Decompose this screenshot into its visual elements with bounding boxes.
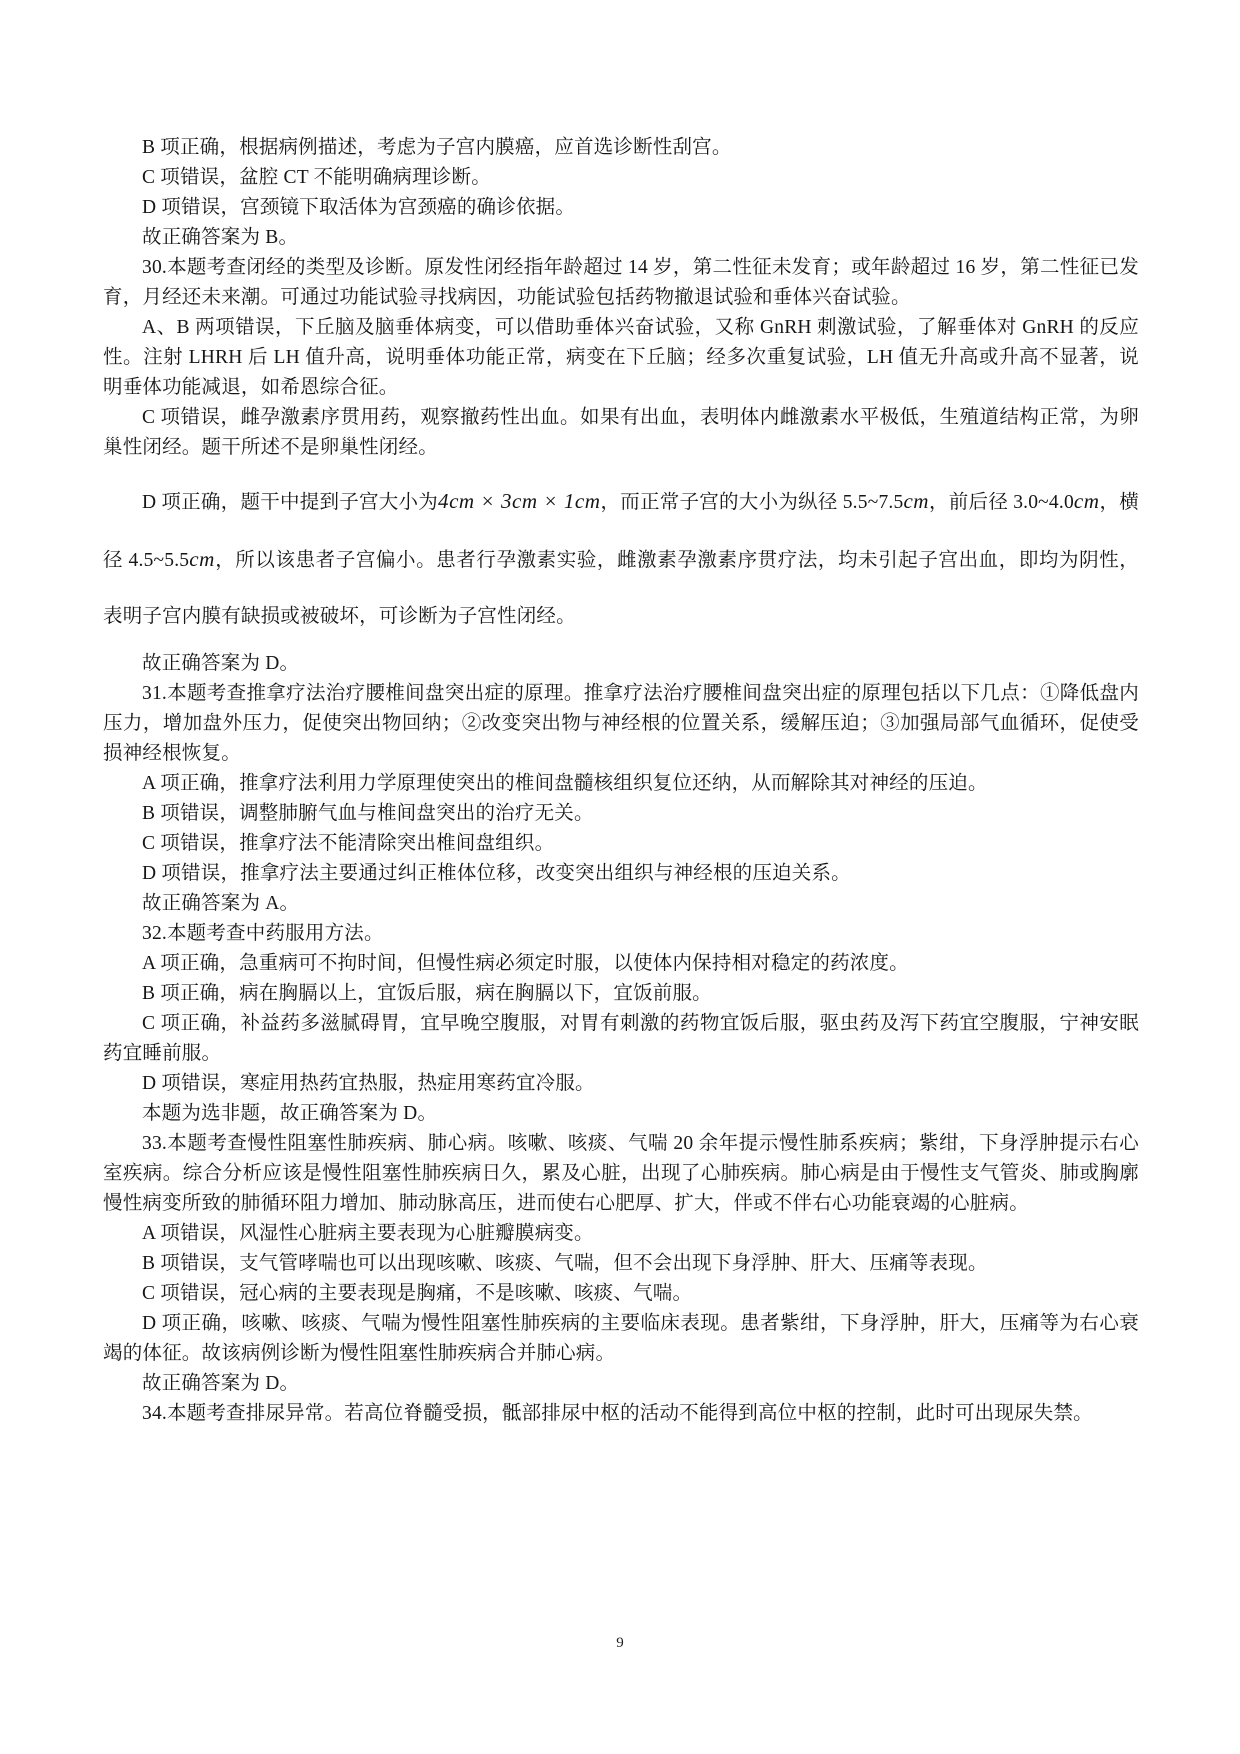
paragraph — [103, 1099, 1139, 1129]
text-run: B 项错误，支气管哮喘也可以出现咳嗽、咳痰、气喘，但不会出现下身浮肿、肝大、压痛等表现。 — [142, 1253, 988, 1274]
math-expression: cm — [1073, 489, 1100, 513]
text-run: 31.本题考查推拿疗法治疗腰椎间盘突出症的原理。推拿疗法治疗腰椎间盘突出症的原理包括以下几点：①降低盘内压力，增加盘外压力，促使突出物回纳；②改变突出物与神经根的位置关系，缓解压迫；③加强局部气血循环，促使受损神经根恢复。 — [103, 683, 1139, 764]
paragraph — [103, 859, 1139, 889]
paragraph — [103, 799, 1139, 829]
document-body — [103, 133, 1139, 1429]
text-run: 本题为选非题，故正确答案为 D。 — [142, 1103, 438, 1124]
paragraph — [103, 1009, 1139, 1069]
text-run: D 项错误，推拿疗法主要通过纠正椎体位移，改变突出组织与神经根的压迫关系。 — [142, 863, 851, 884]
paragraph — [103, 679, 1139, 769]
text-run: D 项错误，宫颈镜下取活体为宫颈癌的确诊依据。 — [142, 197, 576, 218]
text-run: D 项正确，咳嗽、咳痰、气喘为慢性阻塞性肺疾病的主要临床表现。患者紫绀，下身浮肿，肝大，压痛等为右心衰竭的体征。故该病例诊断为慢性阻塞性肺疾病合并肺心病。 — [103, 1313, 1139, 1364]
paragraph — [103, 769, 1139, 799]
paragraph — [103, 949, 1139, 979]
paragraph — [103, 1399, 1139, 1429]
text-run: 33.本题考查慢性阻塞性肺疾病、肺心病。咳嗽、咳痰、气喘 20 余年提示慢性肺系疾病；紫绀，下身浮肿提示右心室疾病。综合分析应该是慢性阻塞性肺疾病日久，累及心脏，出现了心肺疾病。肺心病是由于慢性支气管炎、肺或胸廓慢性病变所致的肺循环阻力增加、肺动脉高压，进而使右心肥厚、扩大，伴或不伴右心功能衰竭的心脏病。 — [103, 1133, 1139, 1214]
paragraph — [103, 1129, 1139, 1219]
text-run: ，所以该患者子宫偏小。患者行孕激素实验，雌激素孕激素序贯疗法，均未引起子宫出血，即均为阴性，表明子宫内膜有缺损或被破坏，可诊断为子宫性闭经。 — [103, 550, 1139, 627]
text-run: C 项错误，推拿疗法不能清除突出椎间盘组织。 — [142, 833, 555, 854]
paragraph — [103, 193, 1139, 223]
paragraph — [103, 919, 1139, 949]
text-run: 故正确答案为 D。 — [142, 1373, 300, 1394]
paragraph — [103, 133, 1139, 163]
text-run: B 项正确，病在胸膈以上，宜饭后服，病在胸膈以下，宜饭前服。 — [142, 983, 712, 1004]
math-expression: cm — [189, 547, 215, 571]
paragraph — [103, 1309, 1139, 1369]
paragraph — [103, 1069, 1139, 1099]
text-run: B 项正确，根据病例描述，考虑为子宫内膜癌，应首选诊断性刮宫。 — [142, 137, 732, 158]
paragraph — [103, 313, 1139, 403]
paragraph — [103, 829, 1139, 859]
text-run: A 项正确，推拿疗法利用力学原理使突出的椎间盘髓核组织复位还纳，从而解除其对神经的压迫。 — [142, 773, 988, 794]
paragraph — [103, 473, 1139, 645]
text-run: ，前后径 3.0~4.0 — [928, 492, 1074, 513]
page-footer — [0, 1635, 1240, 1652]
math-expression: cm — [903, 489, 929, 513]
text-run: 34.本题考查排尿异常。若高位脊髓受损，骶部排尿中枢的活动不能得到高位中枢的控制，此时可出现尿失禁。 — [142, 1403, 1093, 1424]
text-run: C 项正确，补益药多滋腻碍胃，宜早晚空腹服，对胃有刺激的药物宜饭后服，驱虫药及泻下药宜空腹服，宁神安眠药宜睡前服。 — [103, 1013, 1139, 1064]
text-run: ，横径 4.5~5.5 — [103, 492, 1139, 571]
text-run: 故正确答案为 B。 — [142, 227, 299, 248]
paragraph — [103, 1249, 1139, 1279]
text-run: D 项错误，寒症用热药宜热服，热症用寒药宜冷服。 — [142, 1073, 595, 1094]
text-run: A、B 两项错误，下丘脑及脑垂体病变，可以借助垂体兴奋试验，又称 GnRH 刺激试验，了解垂体对 GnRH 的反应性。注射 LHRH 后 LH 值升高，说明垂体功能正常，病变在下丘脑；经多次重复试验，LH 值无升高或升高不显著，说明垂体功能减退，如希恩综合征。 — [103, 317, 1139, 398]
paragraph — [103, 649, 1139, 679]
paragraph — [103, 403, 1139, 463]
paragraph — [103, 223, 1139, 253]
math-expression: 4cm × 3cm × 1cm — [438, 489, 601, 513]
text-run: 32.本题考查中药服用方法。 — [142, 923, 384, 944]
paragraph — [103, 1369, 1139, 1399]
page-number: 9 — [616, 1635, 624, 1651]
text-run: 30.本题考查闭经的类型及诊断。原发性闭经指年龄超过 14 岁，第二性征未发育；或年龄超过 16 岁，第二性征已发育，月经还未来潮。可通过功能试验寻找病因，功能试验包括药物撤退试验和垂体兴奋试验。 — [103, 257, 1139, 308]
paragraph — [103, 163, 1139, 193]
text-run: C 项错误，雌孕激素序贯用药，观察撤药性出血。如果有出血，表明体内雌激素水平极低，生殖道结构正常，为卵巢性闭经。题干所述不是卵巢性闭经。 — [103, 407, 1139, 458]
text-run: 故正确答案为 A。 — [142, 893, 300, 914]
paragraph — [103, 1219, 1139, 1249]
text-run: D 项正确，题干中提到子宫大小为 — [142, 492, 439, 513]
paragraph — [103, 979, 1139, 1009]
text-run: C 项错误，盆腔 CT 不能明确病理诊断。 — [142, 167, 491, 188]
text-run: A 项错误，风湿性心脏病主要表现为心脏瓣膜病变。 — [142, 1223, 594, 1244]
paragraph — [103, 253, 1139, 313]
paragraph — [103, 1279, 1139, 1309]
paragraph — [103, 889, 1139, 919]
text-run: C 项错误，冠心病的主要表现是胸痛，不是咳嗽、咳痰、气喘。 — [142, 1283, 693, 1304]
text-run: ，而正常子宫的大小为纵径 5.5~7.5 — [600, 492, 904, 513]
text-run: A 项正确，急重病可不拘时间，但慢性病必须定时服，以使体内保持相对稳定的药浓度。 — [142, 953, 909, 974]
text-run: B 项错误，调整肺腑气血与椎间盘突出的治疗无关。 — [142, 803, 594, 824]
text-run: 故正确答案为 D。 — [142, 653, 300, 674]
